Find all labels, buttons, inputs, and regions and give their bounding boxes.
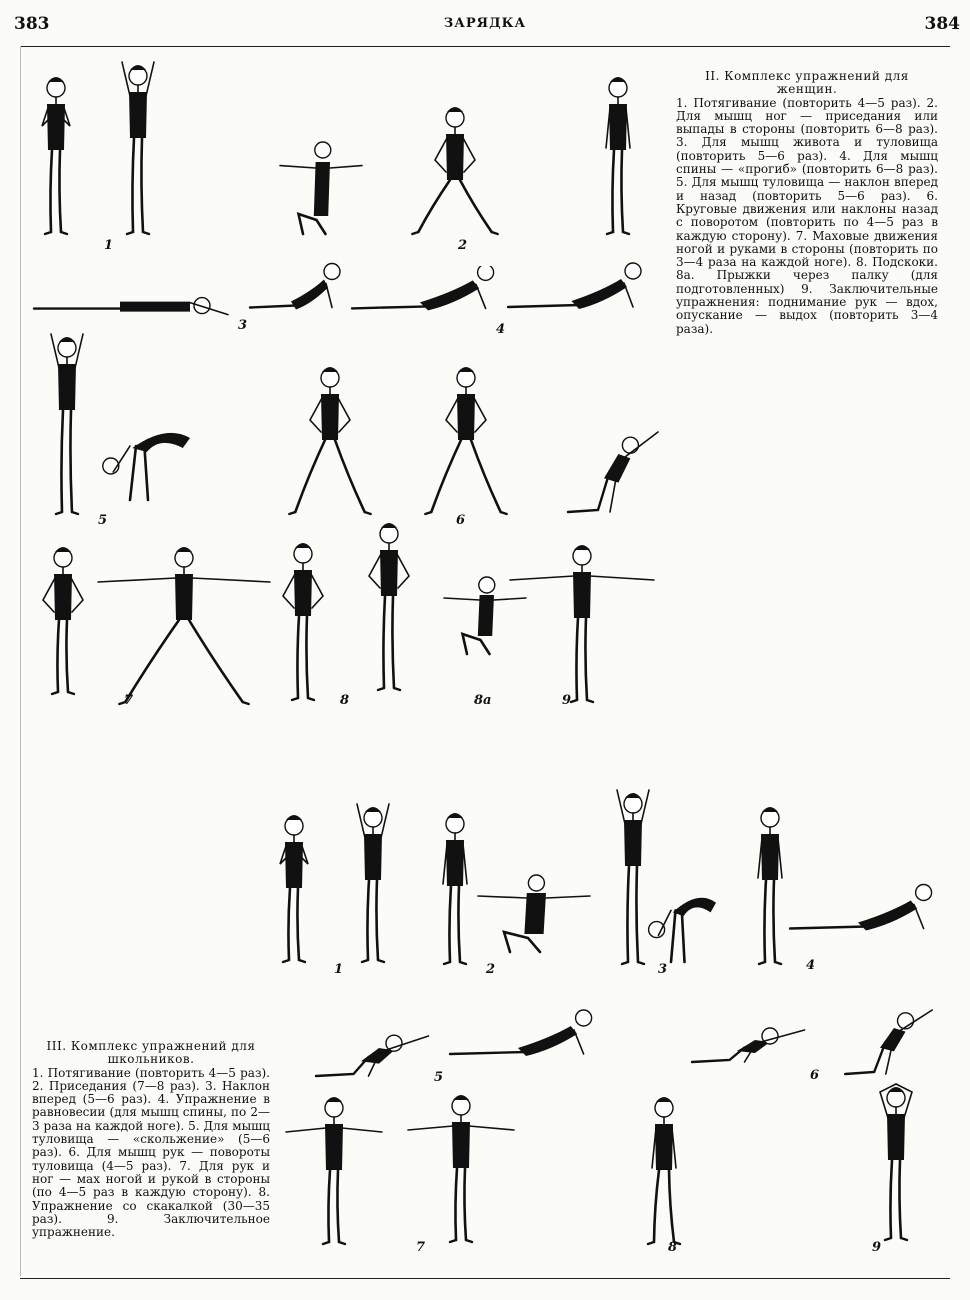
woman-figure-hop-a-wrapper — [268, 536, 338, 706]
women-section-heading: II. Комплекс упражнений для женщин. — [705, 69, 909, 97]
figure-label: 3 — [658, 962, 668, 977]
figure-label: 4 — [496, 322, 506, 337]
child-figure-twist — [822, 992, 938, 1082]
figure-label: 8 — [668, 1240, 678, 1255]
child-figure-bend-forward — [644, 872, 734, 968]
figure-label: 4 — [806, 958, 816, 973]
woman-figure-lean-back — [30, 330, 104, 520]
woman-figure-standing-wrapper — [596, 70, 640, 240]
page-number-left: 383 — [14, 14, 50, 34]
child-figure-standing — [432, 806, 478, 970]
woman-figure-hands-on-hips-wrapper — [28, 540, 98, 700]
child-figure-kneel-b-wrapper — [662, 1020, 812, 1070]
woman-figure-lunge — [400, 100, 510, 240]
woman-figure-wide-stance-a-wrapper — [278, 360, 382, 520]
child-figure-kneel-wrapper — [286, 1024, 436, 1084]
child-figure-arms-forward — [284, 1090, 384, 1250]
page-border-left — [20, 46, 21, 1276]
child-figure-leg-arm-swing — [406, 1088, 516, 1248]
child-figure-slide-wrapper — [446, 996, 606, 1076]
woman-figure-wide-stance-b-wrapper — [414, 360, 518, 520]
page-title: ЗАРЯДКА — [443, 16, 527, 31]
women-exercise-text — [676, 70, 938, 336]
woman-figure-squat-wrapper — [276, 120, 366, 240]
child-figure-standing-b — [750, 800, 790, 970]
woman-figure-squat — [276, 120, 366, 240]
woman-figure-boat — [504, 262, 654, 322]
woman-figure-bend-forward — [94, 406, 214, 506]
child-figure-squat-wrapper — [474, 858, 594, 958]
child-figure-jump-rope — [616, 1090, 712, 1250]
woman-figure-arch — [348, 266, 508, 322]
woman-figure-kneel-stretch-wrapper — [544, 410, 664, 520]
woman-figure-lean-back-wrapper — [30, 330, 104, 520]
child-figure-balance-wrapper — [786, 838, 946, 968]
child-figure-final-wrapper — [868, 1080, 924, 1246]
child-figure-final — [868, 1080, 924, 1246]
woman-figure-tuck — [246, 256, 346, 326]
children-section-body: 1. Потягивание (повторить 4—5 раз). 2. Приседания (7—8 раз). 3. Наклон вперед (5—6 раз). 4. Упражнение в равновесии (для мышц спины, по 2—3 раза на каждой ноге). 5. Для мышц туловища — «скольжение» (5—6 раз). 6. Для мышц рук — повороты туловища (4—5 раз). 7. Для рук и ног — мах ногой и рукой в стороны (по 4—5 раз в каждую сторону). 8. Упражнение со скакалкой (30—35 раз). 9. Заключительное упражнение. — [32, 1065, 270, 1240]
figure-label: 9 — [562, 693, 572, 708]
child-figure-stretch-b-wrapper — [318, 800, 428, 968]
child-figure-arms-forward-wrapper — [284, 1090, 384, 1250]
figure-label: 2 — [486, 962, 496, 977]
woman-figure-hop-a — [268, 536, 338, 706]
figure-label: 7 — [416, 1240, 426, 1255]
figure-label: 9 — [872, 1240, 882, 1255]
woman-figure-hop-b — [354, 516, 424, 696]
woman-figure-lying — [30, 280, 230, 324]
figure-label: 6 — [456, 513, 466, 528]
woman-figure-bend-forward-wrapper — [94, 406, 214, 506]
child-figure-standing-b-wrapper — [750, 800, 790, 970]
figure-label: 8 — [340, 693, 350, 708]
figure-label: 1 — [334, 962, 344, 977]
child-figure-squat — [474, 858, 594, 958]
figure-label: 5 — [434, 1070, 444, 1085]
child-figure-slide — [446, 996, 606, 1076]
woman-figure-tuck-wrapper — [246, 256, 346, 326]
footer-rule — [20, 1278, 950, 1279]
woman-figure-leg-swing — [96, 540, 272, 710]
woman-figure-lying-wrapper — [30, 280, 230, 324]
woman-figure-wide-stance-a — [278, 360, 382, 520]
woman-figure-boat-wrapper — [504, 262, 654, 322]
woman-figure-stretch-b — [100, 58, 176, 240]
child-figure-twist-wrapper — [822, 992, 938, 1082]
header-rule — [20, 46, 950, 47]
child-figure-balance — [786, 838, 946, 968]
woman-figure-stretch-a-wrapper — [34, 70, 78, 240]
figure-label: 1 — [104, 238, 114, 253]
women-section-body: 1. Потягивание (повторить 4—5 раз). 2. Для мышц ног — приседания или выпады в стороны (повторить 6—8 раз). 3. Для мышц живота и туловища (повторить 5—6 раз). 4. Для мышц спины — «прогиб» (повторить 6—8 раз). 5. Для мышц туловища — наклон вперед и назад (повторить 5—6 раз). 6. Круговые движения или наклоны назад с поворотом (повторить по 4—5 раз в каждую сторону). 7. Маховые движения ногой и руками в стороны (повторить по 3—4 раза на каждой ноге). 8. Подскоки. 8а. Прыжки через палку (для подготовленных) 9. Заключительные упражнения: поднимание рук — вдох, опускание — выдох (повторить 3—4 раза). — [676, 95, 938, 336]
child-figure-kneel — [286, 1024, 436, 1084]
woman-figure-hop-b-wrapper — [354, 516, 424, 696]
child-figure-stretch-b — [318, 800, 428, 968]
figure-label: 5 — [98, 513, 108, 528]
woman-figure-arms-side — [508, 538, 656, 708]
woman-figure-hands-on-hips — [28, 540, 98, 700]
woman-figure-wide-stance-b — [414, 360, 518, 520]
children-exercise-text — [32, 1040, 270, 1239]
child-figure-leg-arm-swing-wrapper — [406, 1088, 516, 1248]
woman-figure-arch-wrapper — [348, 266, 508, 322]
woman-figure-leg-swing-wrapper — [96, 540, 272, 710]
child-figure-stretch-a — [268, 808, 320, 968]
figure-label: 8а — [474, 693, 492, 708]
woman-figure-stretch-b-wrapper — [100, 58, 176, 240]
child-figure-stretch-a-wrapper — [268, 808, 320, 968]
woman-figure-kneel-stretch — [544, 410, 664, 520]
figure-label: 7 — [124, 693, 134, 708]
running-header — [0, 14, 970, 44]
child-figure-kneel-b — [662, 1020, 812, 1070]
child-figure-jump-rope-wrapper — [616, 1090, 712, 1250]
woman-figure-stretch-a — [34, 70, 78, 240]
page-number-right: 384 — [924, 14, 960, 34]
child-figure-standing-wrapper — [432, 806, 478, 970]
figure-label: 2 — [458, 238, 468, 253]
child-figure-bend-forward-wrapper — [644, 872, 734, 968]
figure-label: 3 — [238, 318, 248, 333]
figure-label: 6 — [810, 1068, 820, 1083]
woman-figure-lunge-wrapper — [400, 100, 510, 240]
children-section-heading: III. Комплекс упражнений для школьников. — [46, 1039, 256, 1067]
woman-figure-arms-side-wrapper — [508, 538, 656, 708]
woman-figure-standing — [596, 70, 640, 240]
